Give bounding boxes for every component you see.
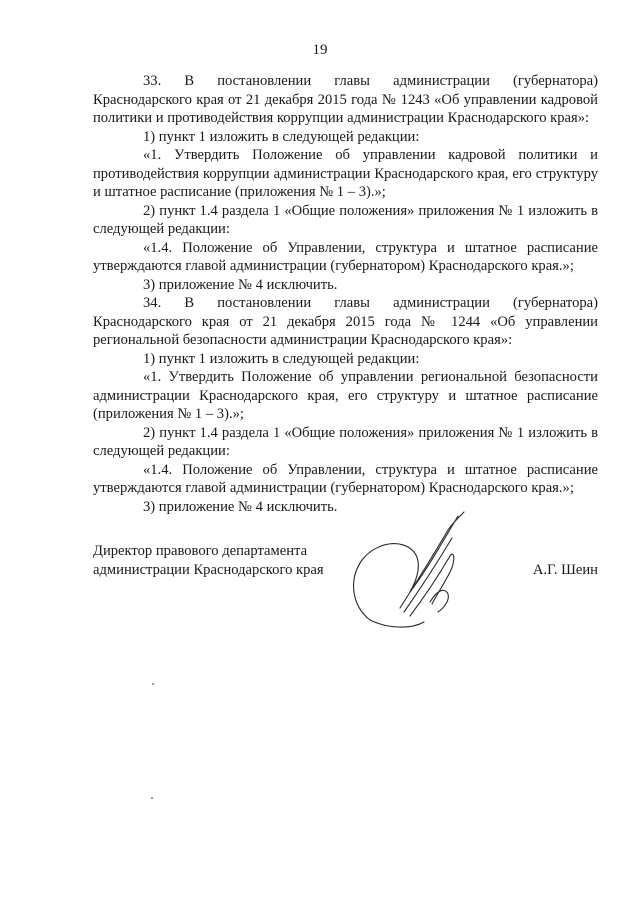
signatory-title-line-2: администрации Краснодарского края (93, 561, 324, 578)
paragraph-33-item-1: 1) пункт 1 изложить в следующей редакции: (143, 128, 420, 145)
paragraph-33-item-2: 2) пункт 1.4 раздела 1 «Общие положения» приложения № 1 изложить в следующей редакции: (93, 202, 598, 237)
paragraph-34-item-2-text: «1.4. Положение об Управлении, структура и штатное расписание утверждаются главой администрации (губернатором) Краснодарского края.»; (93, 461, 598, 496)
paragraph-34-item-2: 2) пункт 1.4 раздела 1 «Общие положения» приложения № 1 изложить в следующей редакции: (93, 424, 598, 459)
scan-speck (152, 683, 154, 685)
paragraph-34-item-1-text: «1. Утвердить Положение об управлении региональной безопасности администрации Краснодарского края, его структуру и штатное расписание (приложения № 1 – 3).»; (93, 369, 598, 422)
signatory-name: А.Г. Шеин (532, 561, 598, 578)
document-body (93, 72, 598, 516)
paragraph-33-item-2-text: «1.4. Положение об Управлении, структура и штатное расписание утверждаются главой администрации (губернатором) Краснодарского края.»; (93, 239, 598, 274)
paragraph-33-intro: 33. В постановлении главы администрации (губернатора) Краснодарского края от 21 декабря 2015 года № 1243 «Об управлении кадровой политики и противодействия коррупции администрации Краснодарского края»: (93, 73, 598, 126)
page-number: 19 (312, 42, 328, 58)
paragraph-34-item-3: 3) приложение № 4 исключить. (143, 498, 338, 515)
paragraph-33-item-3: 3) приложение № 4 исключить. (143, 276, 338, 293)
paragraph-34-intro: 34. В постановлении главы администрации (губернатора) Краснодарского края от 21 декабря 2015 года № 1244 «Об управлении региональной безопасности администрации Краснодарского края»: (93, 295, 598, 348)
signature-block (93, 542, 598, 579)
signatory-title-line-1: Директор правового департамента (93, 543, 308, 559)
scan-speck (151, 797, 153, 799)
paragraph-34-item-1: 1) пункт 1 изложить в следующей редакции: (143, 350, 420, 367)
paragraph-33-item-1-text: «1. Утвердить Положение об управлении кадровой политики и противодействия коррупции администрации Краснодарского края, его структуру и штатное расписание (приложения № 1 – 3).»; (93, 147, 598, 200)
